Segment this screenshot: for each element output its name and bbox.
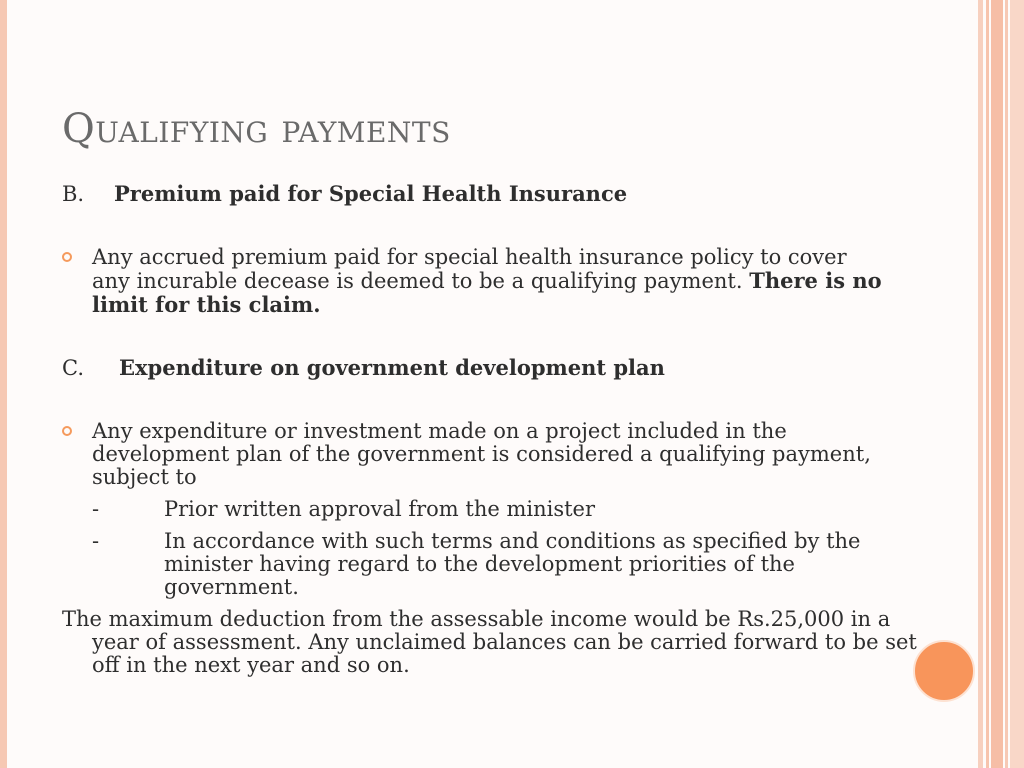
slide-title: Qualifying payments: [62, 106, 451, 152]
section-b-bullet: [62, 246, 882, 317]
closing-paragraph: The maximum deduction from the assessable income would be Rs.25,000 in a year of assessment. Any unclaimed balances can be carried forward to be set off in the next year and so on.: [62, 607, 917, 677]
sub-item-text: In accordance with such terms and conditions as specified by the minister having regard to the development priorities of the government.: [164, 529, 861, 599]
right-stripe-decoration: [978, 0, 983, 768]
section-c-letter: C.: [62, 356, 84, 380]
section-c-bullet: [62, 420, 882, 489]
orange-circle-decoration: [913, 640, 975, 702]
right-stripe-decoration: [991, 0, 1003, 768]
sub-item-text: Prior written approval from the minister: [164, 497, 596, 521]
section-b-bullet-body: Any accrued premium paid for special health insurance policy to cover any incurable decease is deemed to be a qualifying payment.: [92, 245, 847, 293]
bullet-circle-icon: [62, 426, 72, 436]
section-c-heading: Expenditure on government development plan: [119, 355, 665, 380]
sub-item-dash: -: [92, 529, 100, 553]
bullet-circle-icon: [62, 252, 72, 262]
left-border-decoration: [0, 0, 7, 768]
right-stripe-decoration: [986, 0, 989, 768]
right-stripe-decoration: [1005, 0, 1008, 768]
sub-item: [92, 498, 882, 521]
right-stripe-decoration: [1010, 0, 1024, 768]
section-b-letter: B.: [62, 182, 85, 206]
section-b-bullet-emphasis: There is no limit for this claim.: [92, 268, 882, 317]
section-c-bullet-text: Any expenditure or investment made on a project included in the development plan of the government is considered a qualifying payment, subject to: [92, 419, 871, 489]
sub-item-dash: -: [92, 497, 100, 521]
section-b-heading: Premium paid for Special Health Insurance: [114, 181, 628, 206]
section-b-bullet-text: [92, 246, 882, 317]
section-b-header: [62, 181, 627, 206]
sub-item: [92, 530, 882, 599]
section-c-header: [62, 355, 665, 380]
